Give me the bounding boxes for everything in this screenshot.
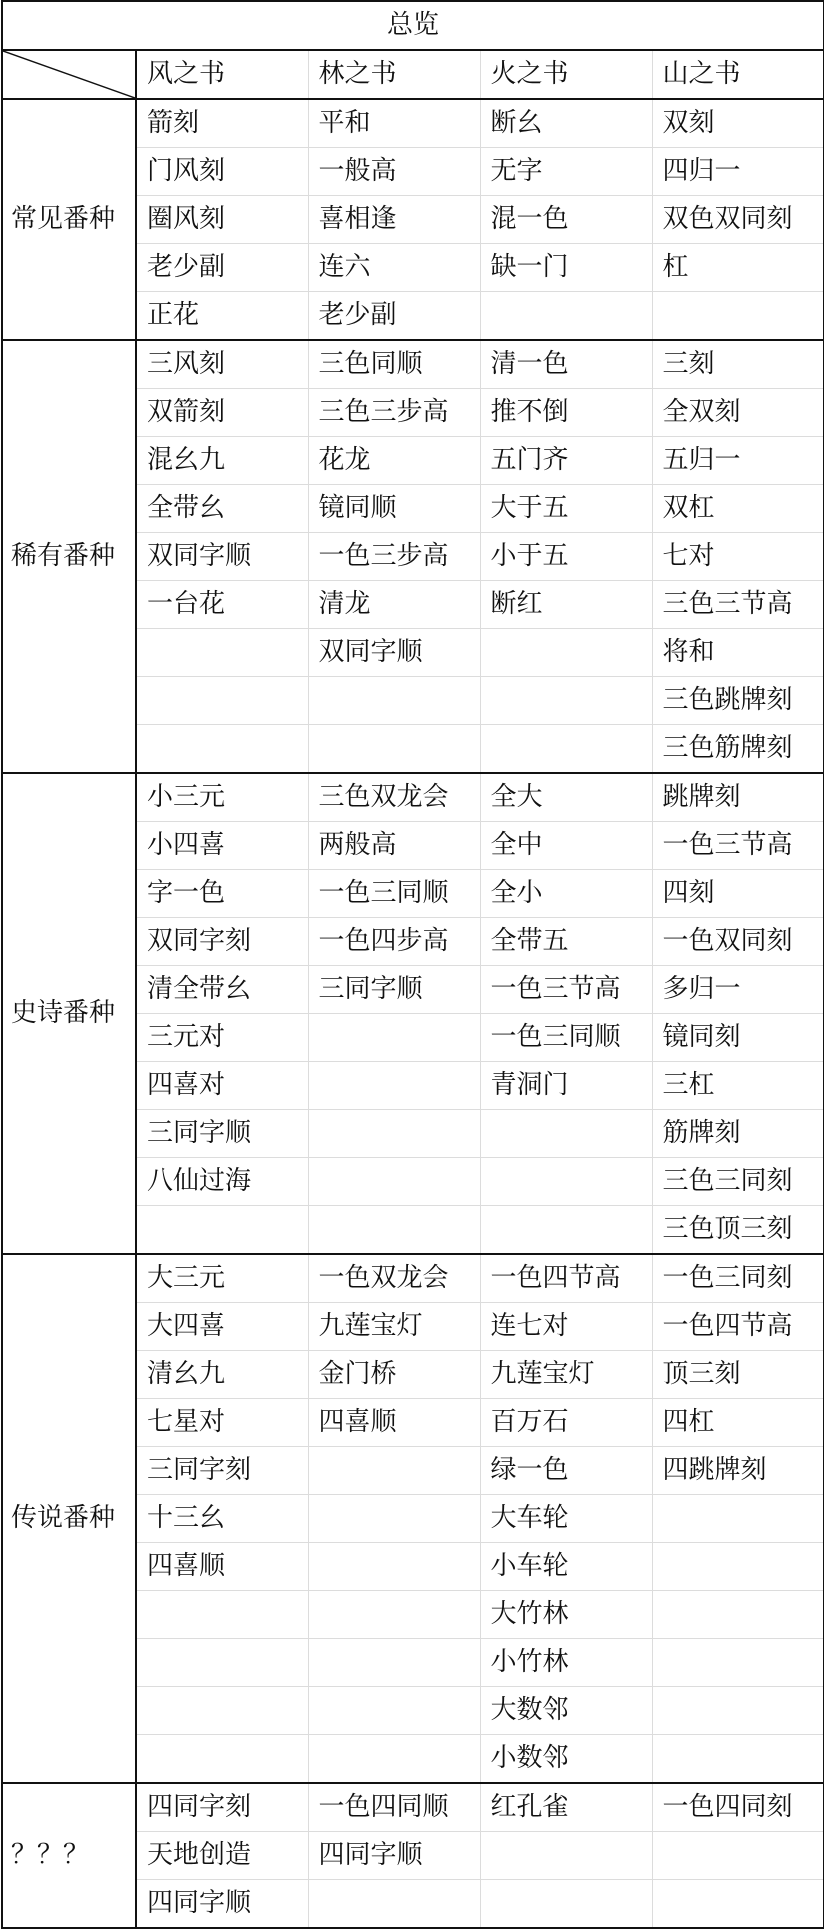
yaku-cell: 红孔雀 xyxy=(480,1783,652,1832)
yaku-cell: 全大 xyxy=(480,773,652,822)
yaku-cell: 双色双同刻 xyxy=(652,196,824,244)
yaku-cell xyxy=(308,1110,480,1158)
yaku-cell: 金门桥 xyxy=(308,1351,480,1399)
yaku-cell: 十三幺 xyxy=(136,1495,308,1543)
yaku-cell xyxy=(480,1832,652,1880)
yaku-cell: 门风刻 xyxy=(136,148,308,196)
yaku-cell xyxy=(652,1543,824,1591)
yaku-cell xyxy=(480,1880,652,1929)
yaku-cell xyxy=(308,1543,480,1591)
yaku-cell: 八仙过海 xyxy=(136,1158,308,1206)
yaku-cell: 老少副 xyxy=(136,244,308,292)
yaku-cell: 四喜对 xyxy=(136,1062,308,1110)
yaku-overview-table xyxy=(1,0,824,1929)
diagonal-line-icon xyxy=(3,51,135,98)
yaku-cell: 全中 xyxy=(480,822,652,870)
yaku-cell: 小竹林 xyxy=(480,1639,652,1687)
yaku-cell: 清一色 xyxy=(480,340,652,389)
yaku-cell xyxy=(308,1447,480,1495)
yaku-cell: 四同字顺 xyxy=(308,1832,480,1880)
yaku-cell: 镜同顺 xyxy=(308,485,480,533)
yaku-cell xyxy=(308,677,480,725)
yaku-cell: 连六 xyxy=(308,244,480,292)
yaku-cell: 一般高 xyxy=(308,148,480,196)
yaku-cell xyxy=(480,292,652,341)
yaku-cell: 三色双龙会 xyxy=(308,773,480,822)
yaku-cell: 断幺 xyxy=(480,99,652,148)
yaku-cell: 三同字顺 xyxy=(136,1110,308,1158)
yaku-cell xyxy=(308,1591,480,1639)
yaku-cell xyxy=(136,677,308,725)
yaku-cell: 老少副 xyxy=(308,292,480,341)
yaku-cell xyxy=(652,292,824,341)
yaku-cell xyxy=(652,1687,824,1735)
yaku-cell: 三色顶三刻 xyxy=(652,1206,824,1255)
yaku-cell: 混幺九 xyxy=(136,437,308,485)
diagonal-header-cell xyxy=(2,50,136,99)
yaku-cell: 三色筋牌刻 xyxy=(652,725,824,774)
yaku-cell: 三色跳牌刻 xyxy=(652,677,824,725)
yaku-cell: 花龙 xyxy=(308,437,480,485)
category-label: 传说番种 xyxy=(2,1254,136,1783)
yaku-cell: 顶三刻 xyxy=(652,1351,824,1399)
yaku-cell: 五门齐 xyxy=(480,437,652,485)
yaku-cell: 一色四步高 xyxy=(308,918,480,966)
yaku-cell: 清全带幺 xyxy=(136,966,308,1014)
yaku-cell xyxy=(308,1880,480,1929)
yaku-cell: 大车轮 xyxy=(480,1495,652,1543)
yaku-cell: 两般高 xyxy=(308,822,480,870)
yaku-cell: 一色三同顺 xyxy=(480,1014,652,1062)
yaku-cell: 大四喜 xyxy=(136,1303,308,1351)
yaku-cell: 一台花 xyxy=(136,581,308,629)
yaku-cell: 三杠 xyxy=(652,1062,824,1110)
category-label: 稀有番种 xyxy=(2,340,136,773)
yaku-cell xyxy=(136,725,308,774)
yaku-cell: 连七对 xyxy=(480,1303,652,1351)
yaku-cell: 七对 xyxy=(652,533,824,581)
table-row xyxy=(2,340,824,389)
yaku-cell: 双杠 xyxy=(652,485,824,533)
column-header: 风之书 xyxy=(136,50,308,99)
yaku-cell: 箭刻 xyxy=(136,99,308,148)
yaku-cell: 天地创造 xyxy=(136,1832,308,1880)
yaku-cell: 一色三步高 xyxy=(308,533,480,581)
yaku-cell: 无字 xyxy=(480,148,652,196)
yaku-cell: 一色三节高 xyxy=(480,966,652,1014)
yaku-cell: 圈风刻 xyxy=(136,196,308,244)
yaku-cell xyxy=(480,1206,652,1255)
column-header: 山之书 xyxy=(652,50,824,99)
yaku-cell: 四喜顺 xyxy=(136,1543,308,1591)
yaku-cell xyxy=(136,1206,308,1255)
yaku-cell: 一色三同顺 xyxy=(308,870,480,918)
table-row xyxy=(2,1783,824,1832)
yaku-cell: 大三元 xyxy=(136,1254,308,1303)
yaku-cell xyxy=(308,1062,480,1110)
yaku-cell xyxy=(136,1687,308,1735)
table-row xyxy=(2,773,824,822)
yaku-cell xyxy=(136,1639,308,1687)
yaku-cell: 全双刻 xyxy=(652,389,824,437)
yaku-cell: 四跳牌刻 xyxy=(652,1447,824,1495)
yaku-cell: 大于五 xyxy=(480,485,652,533)
yaku-cell: 平和 xyxy=(308,99,480,148)
header-row xyxy=(2,50,824,99)
yaku-cell: 大数邻 xyxy=(480,1687,652,1735)
yaku-cell: 字一色 xyxy=(136,870,308,918)
yaku-cell: 百万石 xyxy=(480,1399,652,1447)
yaku-cell: 三色三步高 xyxy=(308,389,480,437)
yaku-cell: 多归一 xyxy=(652,966,824,1014)
yaku-cell xyxy=(308,1639,480,1687)
yaku-cell: 三风刻 xyxy=(136,340,308,389)
yaku-cell: 三刻 xyxy=(652,340,824,389)
yaku-cell xyxy=(308,1158,480,1206)
yaku-cell xyxy=(480,725,652,774)
yaku-cell xyxy=(652,1832,824,1880)
yaku-cell xyxy=(308,1495,480,1543)
yaku-cell xyxy=(652,1495,824,1543)
yaku-cell xyxy=(308,1014,480,1062)
yaku-cell: 全小 xyxy=(480,870,652,918)
yaku-cell: 一色四节高 xyxy=(652,1303,824,1351)
yaku-cell: 四刻 xyxy=(652,870,824,918)
yaku-cell: 将和 xyxy=(652,629,824,677)
yaku-cell: 三色同顺 xyxy=(308,340,480,389)
yaku-cell xyxy=(652,1880,824,1929)
yaku-cell: 小三元 xyxy=(136,773,308,822)
yaku-cell: 双同字顺 xyxy=(136,533,308,581)
yaku-cell: 七星对 xyxy=(136,1399,308,1447)
category-label: 史诗番种 xyxy=(2,773,136,1254)
yaku-cell: 青洞门 xyxy=(480,1062,652,1110)
yaku-cell: 大竹林 xyxy=(480,1591,652,1639)
yaku-cell: 四杠 xyxy=(652,1399,824,1447)
yaku-cell: 三色三节高 xyxy=(652,581,824,629)
yaku-cell: 清龙 xyxy=(308,581,480,629)
yaku-cell: 喜相逢 xyxy=(308,196,480,244)
yaku-cell: 五归一 xyxy=(652,437,824,485)
yaku-cell xyxy=(652,1639,824,1687)
yaku-cell: 一色四同顺 xyxy=(308,1783,480,1832)
yaku-cell: 断红 xyxy=(480,581,652,629)
yaku-cell: 小数邻 xyxy=(480,1735,652,1784)
table-row xyxy=(2,99,824,148)
yaku-cell: 跳牌刻 xyxy=(652,773,824,822)
yaku-cell: 四同字顺 xyxy=(136,1880,308,1929)
yaku-cell: 清幺九 xyxy=(136,1351,308,1399)
yaku-cell: 杠 xyxy=(652,244,824,292)
category-label: 常见番种 xyxy=(2,99,136,340)
yaku-cell: 推不倒 xyxy=(480,389,652,437)
yaku-cell: 一色双龙会 xyxy=(308,1254,480,1303)
yaku-cell xyxy=(136,629,308,677)
yaku-cell: 四同字刻 xyxy=(136,1783,308,1832)
yaku-cell: 三同字顺 xyxy=(308,966,480,1014)
yaku-cell: 一色四节高 xyxy=(480,1254,652,1303)
yaku-cell: 绿一色 xyxy=(480,1447,652,1495)
yaku-cell: 九莲宝灯 xyxy=(480,1351,652,1399)
yaku-cell xyxy=(652,1735,824,1784)
yaku-cell: 九莲宝灯 xyxy=(308,1303,480,1351)
yaku-cell: 四归一 xyxy=(652,148,824,196)
yaku-cell xyxy=(480,1110,652,1158)
yaku-cell: 小车轮 xyxy=(480,1543,652,1591)
yaku-cell: 正花 xyxy=(136,292,308,341)
yaku-cell xyxy=(136,1735,308,1784)
yaku-cell: 双箭刻 xyxy=(136,389,308,437)
yaku-cell xyxy=(480,677,652,725)
yaku-cell: 小四喜 xyxy=(136,822,308,870)
yaku-cell: 三同字刻 xyxy=(136,1447,308,1495)
yaku-cell xyxy=(308,725,480,774)
yaku-cell: 三色三同刻 xyxy=(652,1158,824,1206)
yaku-cell: 一色四同刻 xyxy=(652,1783,824,1832)
yaku-cell: 双同字刻 xyxy=(136,918,308,966)
yaku-cell: 一色三节高 xyxy=(652,822,824,870)
column-header: 林之书 xyxy=(308,50,480,99)
yaku-cell: 小于五 xyxy=(480,533,652,581)
yaku-cell: 缺一门 xyxy=(480,244,652,292)
yaku-cell xyxy=(480,629,652,677)
column-header: 火之书 xyxy=(480,50,652,99)
yaku-cell: 一色双同刻 xyxy=(652,918,824,966)
yaku-cell xyxy=(480,1158,652,1206)
yaku-cell: 全带五 xyxy=(480,918,652,966)
category-label: ？？？ xyxy=(2,1783,136,1928)
yaku-cell: 四喜顺 xyxy=(308,1399,480,1447)
yaku-cell xyxy=(308,1735,480,1784)
yaku-cell: 双刻 xyxy=(652,99,824,148)
yaku-cell: 一色三同刻 xyxy=(652,1254,824,1303)
yaku-cell: 筋牌刻 xyxy=(652,1110,824,1158)
table-title: 总览 xyxy=(2,1,824,50)
yaku-cell: 全带幺 xyxy=(136,485,308,533)
yaku-cell xyxy=(136,1591,308,1639)
yaku-cell xyxy=(308,1687,480,1735)
yaku-cell xyxy=(308,1206,480,1255)
yaku-cell: 混一色 xyxy=(480,196,652,244)
yaku-cell: 双同字顺 xyxy=(308,629,480,677)
yaku-cell: 三元对 xyxy=(136,1014,308,1062)
yaku-cell xyxy=(652,1591,824,1639)
table-row xyxy=(2,1254,824,1303)
yaku-cell: 镜同刻 xyxy=(652,1014,824,1062)
